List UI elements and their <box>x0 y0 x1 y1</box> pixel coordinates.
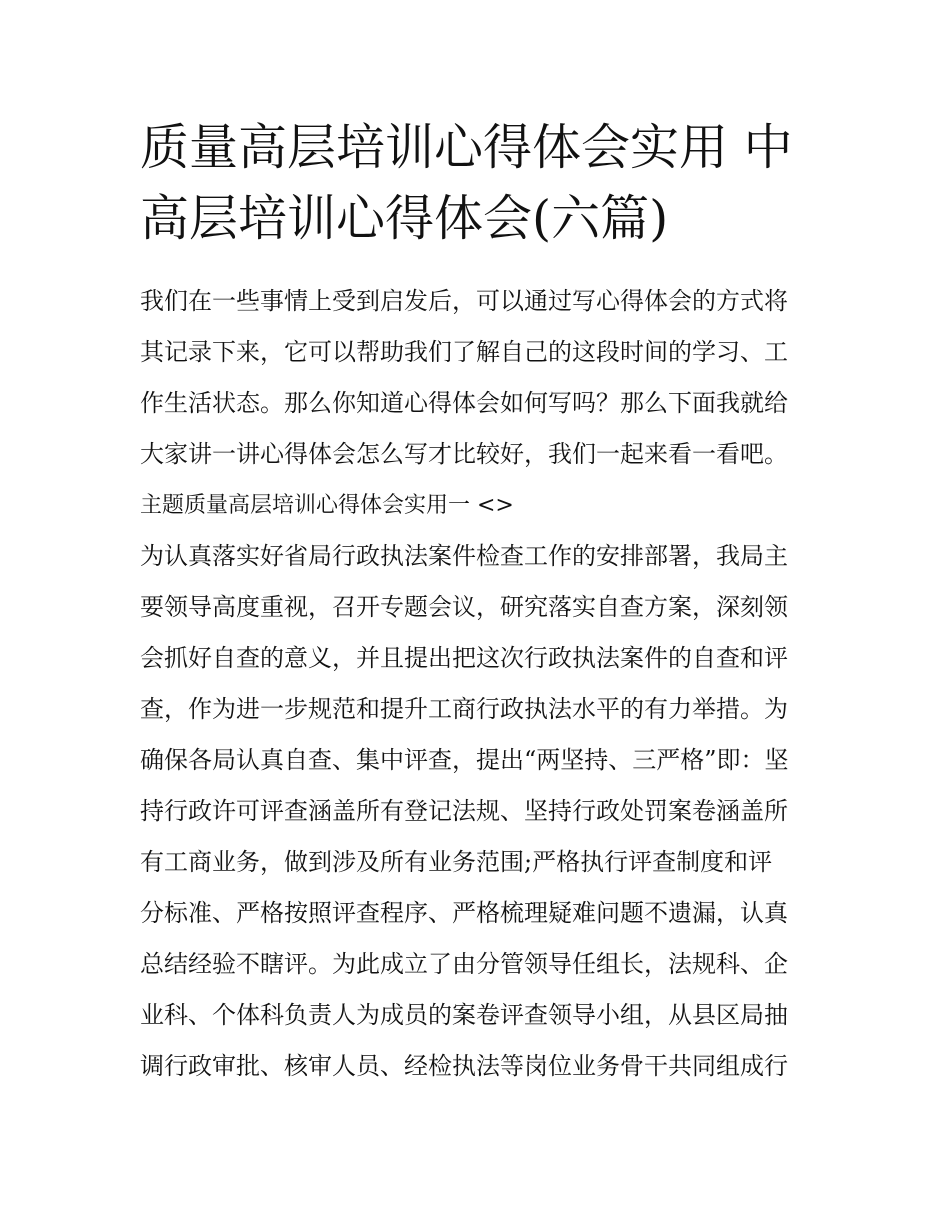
section-heading <box>140 480 820 531</box>
section-line: 调行政审批、核审人员、经检执法等岗位业务骨干共同组成行 <box>140 1052 788 1080</box>
section-line: 查，作为进一步规范和提升工商行政执法水平的有力举措。为 <box>140 695 788 723</box>
intro-line: 我们在一些事情上受到启发后，可以通过写心得体会的方式将 <box>140 287 788 315</box>
section-line: 为认真落实好省局行政执法案件检查工作的安排部署，我局主 <box>140 542 788 570</box>
intro-paragraph <box>140 276 820 480</box>
section-line: 会抓好自查的意义，并且提出把这次行政执法案件的自查和评 <box>140 644 788 672</box>
title-line: 质量高层培训心得体会实用 中 <box>140 119 793 176</box>
section-line: 有工商业务，做到涉及所有业务范围;严格执行评查制度和评 <box>140 848 773 876</box>
section-paragraph <box>140 531 820 1092</box>
intro-line: 作生活状态。那么你知道心得体会如何写吗？那么下面我就给 <box>140 389 788 417</box>
section-heading-text: 主题质量高层培训心得体会实用一 <> <box>140 493 514 518</box>
section-line: 业科、个体科负责人为成员的案卷评查领导小组，从县区局抽 <box>140 1001 788 1029</box>
document-title <box>140 112 820 254</box>
section-line: 总结经验不瞎评。为此成立了由分管领导任组长，法规科、企 <box>140 950 788 978</box>
intro-line: 大家讲一讲心得体会怎么写才比较好，我们一起来看一看吧。 <box>140 440 788 468</box>
title-line: 高层培训心得体会(六篇) <box>140 190 669 247</box>
section-line: 要领导高度重视，召开专题会议，研究落实自查方案，深刻领 <box>140 593 788 621</box>
section-line: 持行政许可评查涵盖所有登记法规、坚持行政处罚案卷涵盖所 <box>140 797 788 825</box>
section-line: 分标准、严格按照评查程序、严格梳理疑难问题不遗漏，认真 <box>140 899 788 927</box>
intro-line: 其记录下来，它可以帮助我们了解自己的这段时间的学习、工 <box>140 338 788 366</box>
section-line: 确保各局认真自查、集中评查，提出“两坚持、三严格”即：坚 <box>140 746 789 774</box>
